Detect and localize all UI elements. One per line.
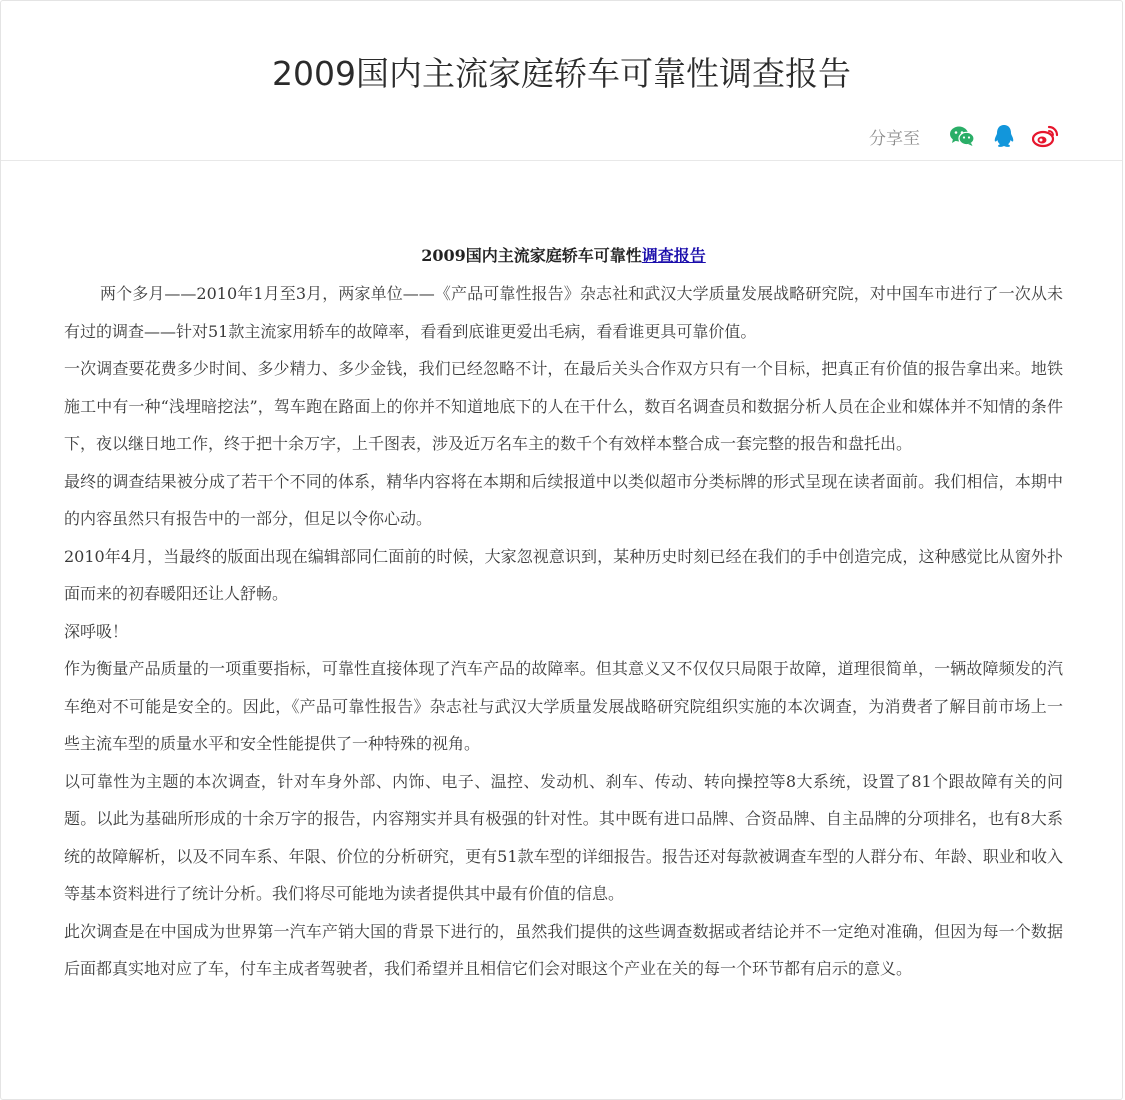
article-paragraph: 2010年4月，当最终的版面出现在编辑部同仁面前的时候，大家忽视意识到，某种历史时刻已经在我们的手中创造完成，这种感觉比从窗外扑面而来的初春暖阳还让人舒畅。: [64, 546, 1063, 603]
article-paragraph: 最终的调查结果被分成了若干个不同的体系，精华内容将在本期和后续报道中以类似超市分类标牌的形式呈现在读者面前。我们相信，本期中的内容虽然只有报告中的一部分，但足以令你心动。: [64, 471, 1063, 528]
article-paragraph: 深呼吸！: [64, 621, 129, 641]
share-bar: [869, 121, 1060, 151]
article-heading-text: 2009国内主流家庭轿车可靠性: [421, 246, 642, 265]
article-paragraph: 作为衡量产品质量的一项重要指标，可靠性直接体现了汽车产品的故障率。但其意义又不仅仅只局限于故障，道理很简单，一辆故障频发的汽车绝对不可能是安全的。因此，《产品可靠性报告》杂志社与武汉大学质量发展战略研究院组织实施的本次调查，为消费者了解目前市场上一些主流车型的质量水平和安全性能提供了一种特殊的视角。: [64, 659, 1063, 753]
article-header: [1, 1, 1122, 161]
share-label: 分享至: [869, 128, 920, 149]
qq-icon[interactable]: [990, 122, 1018, 150]
article-paragraph: 此次调查是在中国成为世界第一汽车产销大国的背景下进行的，虽然我们提供的这些调查数据或者结论并不一定绝对准确，但因为每一个数据后面都真实地对应了车，付车主成者驾驶者，我们希望并且相信它们会对眼这个产业在关的每一个环节都有启示的意义。: [64, 921, 1063, 978]
page-title: 2009国内主流家庭轿车可靠性调查报告: [272, 54, 851, 93]
article-paragraph: 两个多月——2010年1月至3月，两家单位——《产品可靠性报告》杂志社和武汉大学质量发展战略研究院，对中国车市进行了一次从未有过的调查——针对51款主流家用轿车的故障率，看看到底谁更爱出毛病，看看谁更具可靠价值。: [64, 284, 1063, 341]
article-paragraph: 一次调查要花费多少时间、多少精力、多少金钱，我们已经忽略不计，在最后关头合作双方只有一个目标，把真正有价值的报告拿出来。地铁施工中有一种“浅埋暗挖法”，驾车跑在路面上的你并不知道地底下的人在干什么，数百名调查员和数据分析人员在企业和媒体并不知情的条件下，夜以继日地工作，终于把十余万字，上千图表，涉及近万名车主的数千个有效样本整合成一套完整的报告和盘托出。: [64, 359, 1063, 453]
wechat-icon[interactable]: [948, 122, 976, 150]
article-content: [64, 241, 1063, 988]
weibo-icon[interactable]: [1032, 122, 1060, 150]
article-heading: [64, 241, 1063, 271]
article-heading-link[interactable]: 调查报告: [641, 246, 706, 265]
article-paragraph: 以可靠性为主题的本次调查，针对车身外部、内饰、电子、温控、发动机、刹车、传动、转向操控等8大系统，设置了81个跟故障有关的问题。以此为基础所形成的十余万字的报告，内容翔实并具有极强的针对性。其中既有进口品牌、合资品牌、自主品牌的分项排名，也有8大系统的故障解析，以及不同车系、年限、价位的分析研究，更有51款车型的详细报告。报告还对每款被调查车型的人群分布、年龄、职业和收入等基本资料进行了统计分析。我们将尽可能地为读者提供其中最有价值的信息。: [64, 771, 1063, 903]
